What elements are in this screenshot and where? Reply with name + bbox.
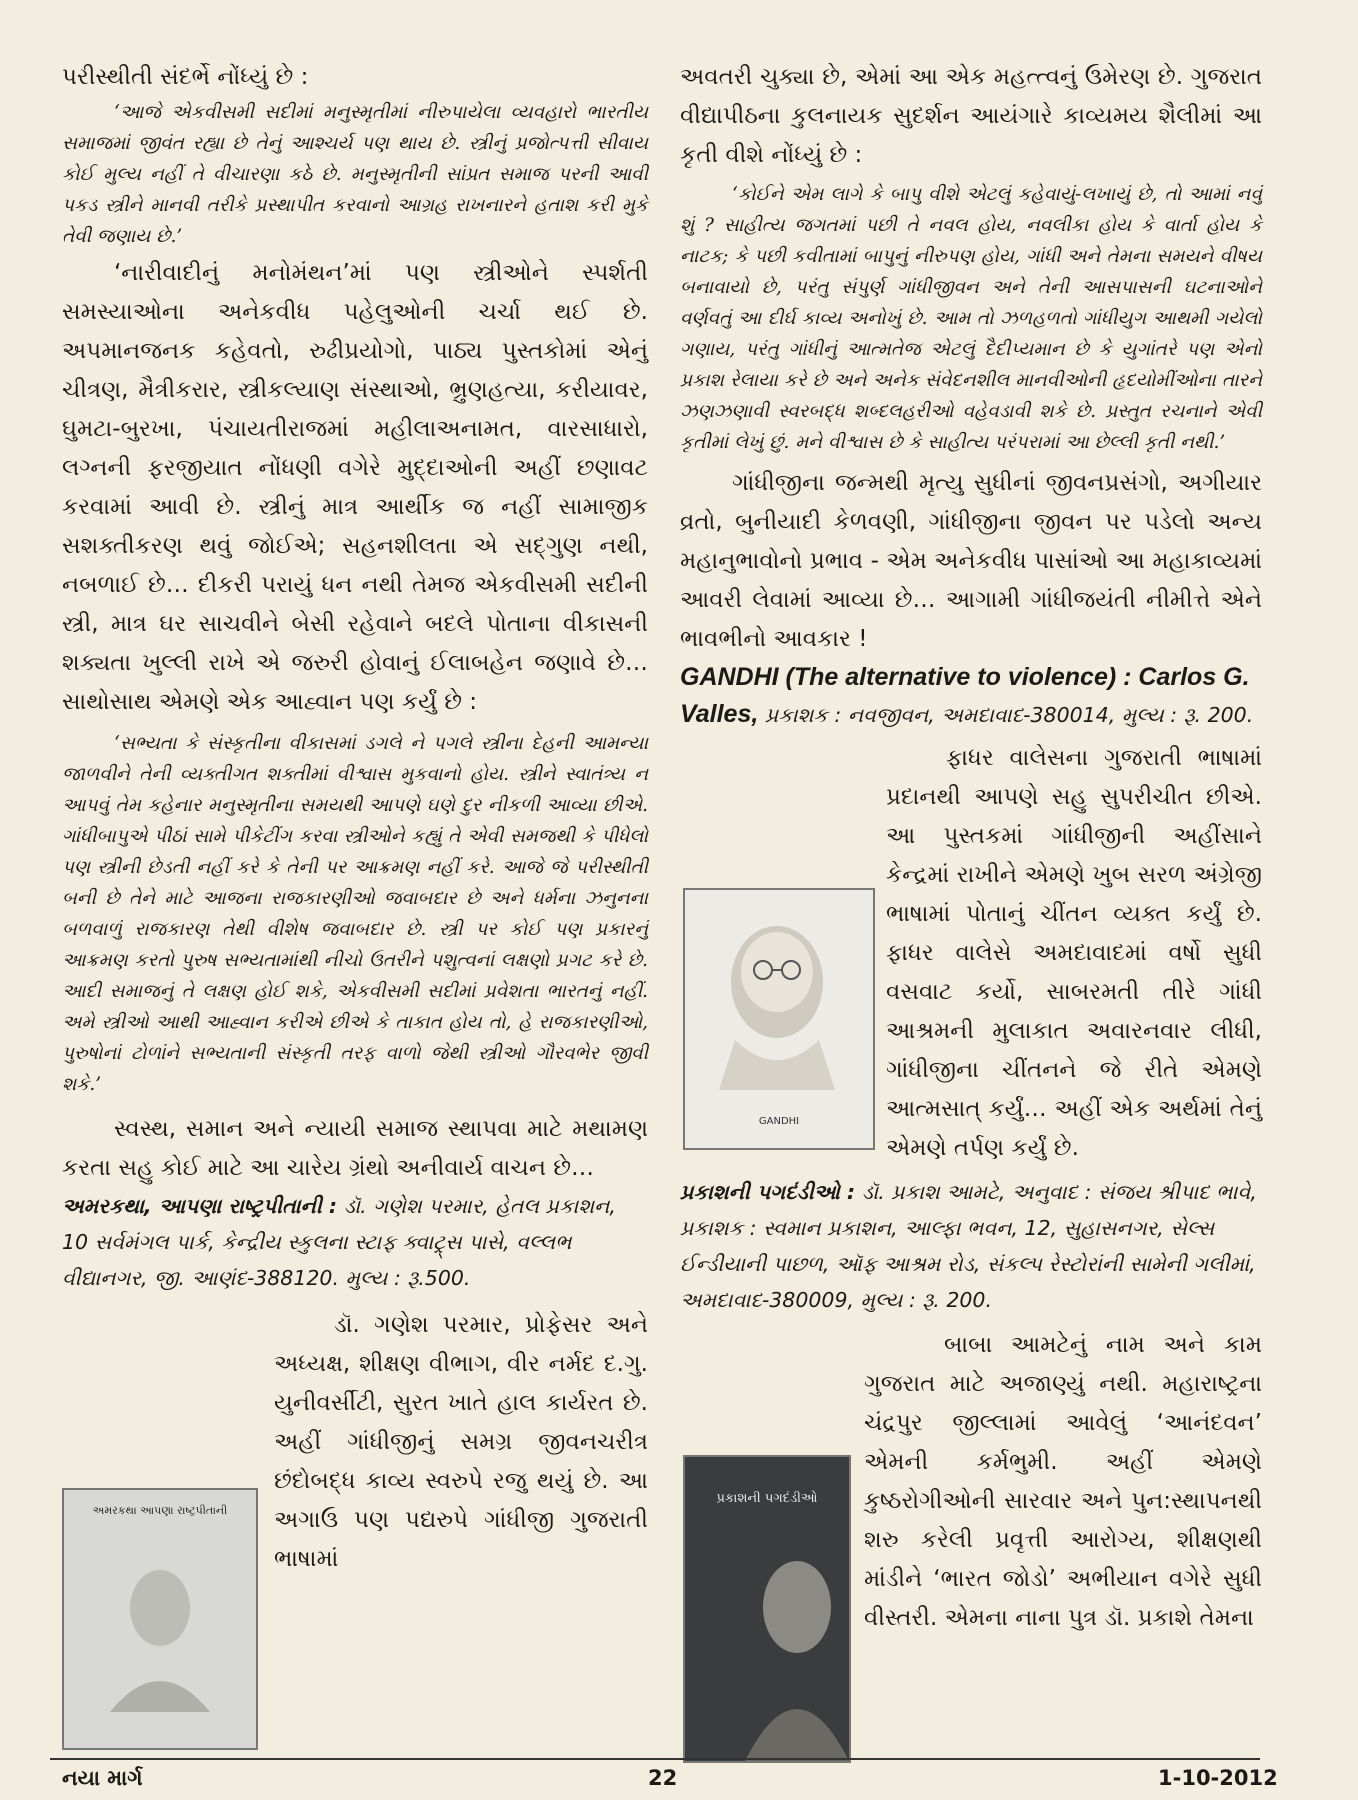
footer-date: 1-10-2012 [1158,1766,1278,1790]
right-bibliography-3 [680,1174,1262,1318]
biblio-1-title: અમરકથા, આપણા રાષ્ટ્રપીતાની : [62,1194,338,1218]
footer-rule [50,1758,1260,1760]
right-paragraph-4: બાબા આમટેનું નામ અને કામ ગુજરાત માટે અજાણ્યું નથી. મહારાષ્ટ્રના ચંદ્રપુર જીલ્લામાં આવેલું ‘આનંદવન’ એમની કર્મભુમી. અહીં એમણે કુષ્ઠરોગીઓની સારવાર અને પુન:સ્થાપનથી શરુ કરેલી પ્રવૃત્તી આરોગ્ય, શીક્ષણથી માંડીને ‘ભારત જોડો’ અભીયાન વગેરે સુધી વીસ્તરી. એમના નાના પુત્ર ડૉ. પ્રકાશે તેમના [864,1332,1262,1631]
amarkatha-cover-title: અમરકથા આપણા રાષ્ટ્રપીતાની [92,1504,228,1517]
right-quote-1: ‘કોઈને એમ લાગે કે બાપુ વીશે એટલું કહેવાયું-લખાયું છે, તો આમાં નવું શું ? સાહીત્ય જગતમાં પછી તે નવલ હોય, નવલીકા હોય કે વાર્તા હોય કે નાટક; કે પછી કવીતામાં બાપુનું નીરુપણ હોય, ગાંધી અને તેમના સમયને વીષય બનાવાયો છે, પરંતુ સંપુર્ણ ગાંધીજીવન અને તેની આસપાસની ઘટનાઓને વર્ણવતું આ દીર્ઘ કાવ્ય અનોખું છે. આમ તો ઝળહળતો ગાંધીયુગ આથમી ગયેલો ગણાય, પરંતુ ગાંધીનું આત્મતેજ એટલું દૈદીપ્યમાન છે કે યુગાંતરે પણ એનો પ્રકાશ રેલાયા કરે છે અને અનેક સંવેદનશીલ માનવીઓની હૃદયોમીંઓના તારને ઝણઝણાવી સ્વરબદ્ધ શબ્દલહરીઓ વહેવડાવી શકે છે. પ્રસ્તુત રચનાને એવી કૃતીમાં લેખું છું. મને વીશ્વાસ છે કે સાહીત્ય પરંપરામાં આ છેલ્લી કૃતી નથી.’ [680,184,1262,453]
left-quote-1: ‘આજે એકવીસમી સદીમાં મનુસ્મૃતીમાં નીરુપાયેલા વ્યવહારો ભારતીય સમાજમાં જીવંત રહ્યા છે તેનું આશ્ચર્ય પણ થાય છે. સ્ત્રીનું પ્રજોત્પત્તી સીવાય કોઈ મુલ્ય નહીં તે વીચારણા કઠે છે. મનુસ્મૃતીની સાંપ્રત સમાજ પરની આવી પકડ સ્ત્રીને માનવી તરીકે પ્રસ્થાપીત કરવાનો આગ્રહ રાખનારને હતાશ કરી મુકે તેવી જણાય છે.’ [62,102,648,247]
left-paragraph-3: સ્વસ્થ, સમાન અને ન્યાયી સમાજ સ્થાપવા માટે મથામણ કરતા સહુ કોઈ માટે આ ચારેય ગ્રંથો અનીવાર્ય વાચન છે… [62,1116,648,1181]
prakash-book-cover [683,1455,851,1763]
right-bibliography-2 [680,659,1262,733]
left-bibliography-1 [62,1188,648,1296]
gandhi-cover-title: GANDHI [758,1116,800,1127]
gandhi-book-cover [683,888,875,1150]
biblio-2-title: GANDHI (The alternative to violence) : Carlos G. Valles, [680,663,1250,728]
biblio-3-title: પ્રકાશની પગદંડીઓ : [680,1180,856,1204]
biblio-3-details: ડૉ. પ્રકાશ આમટે, અનુવાદ : સંજય શ્રીપાદ ભાવે, પ્રકાશક : સ્વમાન પ્રકાશન, આલ્ફા ભવન, 12, સુહાસનગર, સેલ્સ ઈન્ડીયાની પાછળ, ઑફ આશ્રમ રોડ, સંકલ્પ રેસ્ટોરાંની સામેની ગલીમાં, અમદાવાદ-380009, મુલ્ય : રૂ. 200. [680,1180,1257,1312]
right-column [680,58,1262,1638]
amarkatha-book-cover [62,1488,258,1750]
right-paragraph-2: ગાંધીજીના જન્મથી મૃત્યુ સુધીનાં જીવનપ્રસંગો, અગીયાર વ્રતો, બુનીયાદી કેળવણી, ગાંધીજીના જીવન પર પડેલો અન્ય મહાનુભાવોનો પ્રભાવ - એમ અનેકવીધ પાસાંઓ આ મહાકાવ્યમાં આવરી લેવામાં આવ્યા છે… આગામી ગાંધીજયંતી નીમીત્તે એને ભાવભીનો આવકાર ! [680,470,1262,652]
left-paragraph-2: ‘નારીવાદીનું મનોમંથન’માં પણ સ્ત્રીઓને સ્પર્શતી સમસ્યાઓના અનેકવીધ પહેલુઓની ચર્ચા થઈ છે. અપમાનજનક કહેવતો, રુઢીપ્રયોગો, પાઠ્ય પુસ્તકોમાં એનું ચીત્રણ, મૈત્રીકરાર, સ્ત્રીકલ્યાણ સંસ્થાઓ, ભ્રુણહત્યા, કરીયાવર, ઘુમટા-બુરખા, પંચાયતીરાજમાં મહીલાઅનામત, વારસાધારો, લગ્નની ફરજીયાત નોંધણી વગેરે મુદ્દાઓની અહીં છણાવટ કરવામાં આવી છે. સ્ત્રીનું માત્ર આર્થીક જ નહીં સામાજીક સશક્તીકરણ થવું જોઈએ; સહનશીલતા એ સદ્ગુણ નથી, નબળાઈ છે… દીકરી પરાયું ધન નથી તેમજ એકવીસમી સદીની સ્ત્રી, માત્ર ઘર સાચવીને બેસી રહેવાને બદલે પોતાના વીકાસની શક્યતા ખુલ્લી રાખે એ જરુરી હોવાનું ઈલાબહેન જણાવે છે… સાથોસાથ એમણે એક આહ્વાન પણ કર્યું છે : [62,260,648,715]
footer-page-number: 22 [648,1766,678,1790]
prakash-cover-title: પ્રકાશની પગદંડીઓ [716,1491,818,1506]
right-paragraph-3-wrap: ફાધર વાલેસના ગુજરાતી ભાષામાં પ્રદાનથી આપણે સહુ સુપરીચીત છીએ. આ પુસ્તકમાં ગાંધીજીની અહીંસાને કેન્દ્રમાં રાખીને એમણે ખુબ સરળ અંગ્રેજી ભાષામાં પોતાનું ચીંતન વ્યક્ત કર્યું છે. ફાધર વાલેસે અમદાવાદમાં વર્ષો સુધી વસવાટ કર્યો, સાબરમતી તીરે ગાંધી આશ્રમની મુલાકાત અવારનવાર લીધી, ગાંધીજીના ચીંતનને જે રીતે એમણે આત્મસાત્ કર્યું… અહીં એક અર્થમાં તેનું એમણે તર્પણ કર્યું છે. [886,745,1262,1161]
biblio-1-details: ડૉ. ગણેશ પરમાર, હેતલ પ્રકાશન, 10 સર્વમંગલ પાર્ક, કેન્દ્રીય સ્કુલના સ્ટાફ ક્વાટ્ર્સ પાસે, વલ્લભ વીદ્યાનગર, જી. આણંદ-388120. મુલ્ય : રૂ.500. [62,1194,616,1290]
left-column [62,58,648,1579]
biblio-2-details: પ્રકાશક : નવજીવન, અમદાવાદ-380014, મુલ્ય : રૂ. 200. [758,703,1254,727]
right-paragraph-1: અવતરી ચુક્યા છે, એમાં આ એક મહત્ત્વનું ઉમેરણ છે. ગુજરાત વીદ્યાપીઠના કુલનાયક સુદર્શન આયંગારે કાવ્યમય શૈલીમાં આ કૃતી વીશે નોંધ્યું છે : [680,64,1262,168]
left-paragraph-4: ડૉ. ગણેશ પરમાર, પ્રોફેસર અને અધ્યક્ષ, શીક્ષણ વીભાગ, વીર નર્મદ દ.ગુ. યુનીવર્સીટી, સુરત ખાતે હાલ કાર્યરત છે. અહીં ગાંધીજીનું સમગ્ર જીવનચરીત્ર છંદોબદ્ધ કાવ્ય સ્વરુપે રજુ થયું છે. આ અગાઉ પણ પદ્યરુપે ગાંધીજી ગુજરાતી ભાષામાં [274,1312,648,1572]
left-heading: પરીસ્થીતી સંદર્ભે નોંધ્યું છે : [62,64,309,90]
footer-magazine-name: નયા માર્ગ [62,1766,143,1790]
gandhi-sketch-icon [64,1490,256,1748]
left-quote-2: ‘સભ્યતા કે સંસ્કૃતીના વીકાસમાં ડગલે ને પગલે સ્ત્રીના દેહની આમન્યા જાળવીને તેની વ્યક્તીગત શક્તીમાં વીશ્વાસ મુકવાનો હોય. સ્ત્રીને સ્વાતંત્ર્ય ન આપવું તેમ કહેનાર મનુસ્મૃતીના સમયથી આપણે ઘણે દુર નીકળી આવ્યા છીએ. ગાંધીબાપુએ પીઠાં સામે પીકેટીંગ કરવા સ્ત્રીઓને કહ્યું તે એવી સમજથી કે પીધેલો પણ સ્ત્રીની છેડતી નહીં કરે કે તેની પર આક્રમણ નહીં કરે. આજે જે પરીસ્થીતી બની છે તેને માટે આજના રાજકારણીઓ જવાબદાર છે અને ધર્મના ઝનુનના બળવાળું રાજકારણ તેથી વીશેષ જવાબદાર છે. સ્ત્રી પર કોઈ પણ પ્રકારનું આક્રમણ કરતો પુરુષ સભ્યતામાંથી નીચો ઉતરીને પશુત્વનાં લક્ષણો પ્રગટ કરે છે. આદી સમાજનું તે લક્ષણ હોઈ શકે, એકવીસમી સદીમાં પ્રવેશતા ભારતનું નહીં. અમે સ્ત્રીઓ આથી આહ્વાન કરીએ છીએ કે તાકાત હોય તો, હે રાજકારણીઓ, પુરુષોનાં ટોળાંને સભ્યતાની સંસ્કૃતી તરફ વાળો જેથી સ્ત્રીઓ ગૌરવભેર જીવી શકે.’ [62,733,648,1095]
gandhi-portrait-icon [685,890,873,1148]
